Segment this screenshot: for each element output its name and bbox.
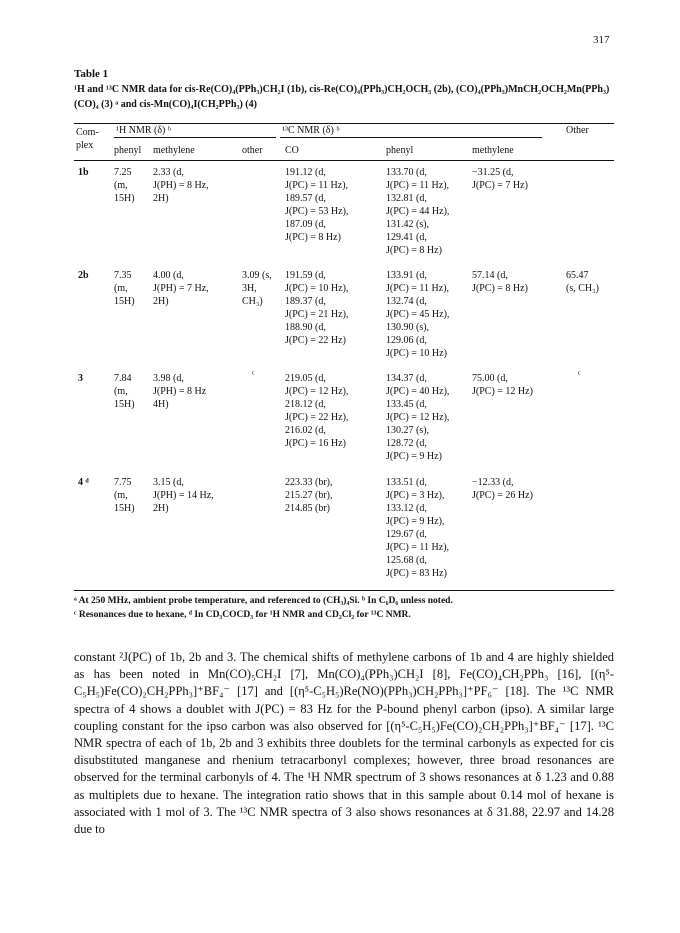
c-co-cell: 191.12 (d, J(PC) = 11 Hz), 189.57 (d, J(PC) = 53 Hz), 187.09 (d, J(PC) = 8 Hz) bbox=[285, 167, 349, 243]
h-phenyl-cell: 7.35 (m, 15H) bbox=[114, 270, 135, 307]
row-label: 3 bbox=[78, 373, 83, 384]
c-co-cell: 191.59 (d, J(PC) = 10 Hz), 189.37 (d, J(PC) = 21 Hz), 188.90 (d, J(PC) = 22 Hz) bbox=[285, 270, 349, 346]
c-nmr-subrule bbox=[280, 137, 542, 138]
c-methylene-cell: −31.25 (d, J(PC) = 7 Hz) bbox=[472, 167, 528, 191]
c-methylene-cell: −12.33 (d, J(PC) = 26 Hz) bbox=[472, 477, 533, 501]
h-other-cell: 3.09 (s, 3H, CH₃) bbox=[242, 270, 272, 307]
h-nmr-subrule bbox=[114, 137, 276, 138]
row-label: 4 ᵈ bbox=[78, 477, 89, 488]
h-phenyl-cell: 7.75 (m, 15H) bbox=[114, 477, 135, 514]
table-footnote: ᶜ Resonances due to hexane, ᵈ In CD₃COCD₃ for ¹H NMR and CD₂Cl₂ for ¹³C NMR. bbox=[74, 610, 411, 620]
table-footnote: ᵃ At 250 MHz, ambient probe temperature, and referenced to (CH₃)₄Si. ᵇ In C₆D₆ unless noted. bbox=[74, 596, 453, 606]
table-caption: ¹H and ¹³C NMR data for cis-Re(CO)₄(PPh₃)CH₂I (1b), cis-Re(CO)₄(PPh₃)CH₂OCH₃ (2b), (CO)₄(PPh₃)MnCH₂OCH₂Mn(PPh₃)(CO)₄ (3) ᵃ and cis-Mn(CO)₄I(CH₂PPh₃) (4) bbox=[74, 84, 610, 110]
header-h-nmr: ¹H NMR (δ) ᵇ bbox=[116, 125, 171, 136]
header-h-methylene: methylene bbox=[153, 145, 195, 156]
c-methylene-cell: 75.00 (d, J(PC) = 12 Hz) bbox=[472, 373, 533, 397]
table-header-rule bbox=[74, 160, 614, 161]
header-h-phenyl: phenyl bbox=[114, 145, 142, 156]
h-methylene-cell: 3.15 (d, J(PH) = 14 Hz, 2H) bbox=[153, 477, 214, 514]
table-label: Table 1 bbox=[74, 68, 109, 80]
c-co-cell: 223.33 (br), 215.27 (br), 214.85 (br) bbox=[285, 477, 333, 514]
c-co-cell: 219.05 (d, J(PC) = 12 Hz), 218.12 (d, J(PC) = 22 Hz), 216.02 (d, J(PC) = 16 Hz) bbox=[285, 373, 349, 449]
h-methylene-cell: 2.33 (d, J(PH) = 8 Hz, 2H) bbox=[153, 167, 209, 204]
page-number: 317 bbox=[593, 34, 610, 46]
c-phenyl-cell: 134.37 (d, J(PC) = 40 Hz), 133.45 (d, J(PC) = 12 Hz), 130.27 (s), 128.72 (d, J(PC) = 9 Hz) bbox=[386, 373, 450, 462]
other-cell: ᶜ bbox=[578, 369, 581, 380]
header-c-nmr: ¹³C NMR (δ) ᵇ bbox=[282, 125, 340, 136]
other-cell: 65.47 (s, CH₃) bbox=[566, 270, 599, 294]
c-phenyl-cell: 133.51 (d, J(PC) = 3 Hz), 133.12 (d, J(PC) = 9 Hz), 129.67 (d, J(PC) = 11 Hz), 125.68 (d, J(PC) = 83 Hz) bbox=[386, 477, 450, 579]
table-bottom-rule bbox=[74, 590, 614, 591]
header-complex: Com- plex bbox=[76, 127, 99, 151]
header-c-methylene: methylene bbox=[472, 145, 514, 156]
header-other: Other bbox=[566, 125, 589, 136]
body-text bbox=[74, 649, 614, 838]
h-methylene-cell: 3.98 (d, J(PH) = 8 Hz 4H) bbox=[153, 373, 207, 410]
c-phenyl-cell: 133.70 (d, J(PC) = 11 Hz), 132.81 (d, J(PC) = 44 Hz), 131.42 (s), 129.41 (d, J(PC) = 8 Hz) bbox=[386, 167, 450, 256]
h-phenyl-cell: 7.25 (m, 15H) bbox=[114, 167, 135, 204]
header-c-phenyl: phenyl bbox=[386, 145, 414, 156]
c-phenyl-cell: 133.91 (d, J(PC) = 11 Hz), 132.74 (d, J(PC) = 45 Hz), 130.90 (s), 129.06 (d, J(PC) = 10 Hz) bbox=[386, 270, 450, 359]
h-methylene-cell: 4.00 (d, J(PH) = 7 Hz, 2H) bbox=[153, 270, 209, 307]
row-label: 2b bbox=[78, 270, 89, 281]
c-methylene-cell: 57.14 (d, J(PC) = 8 Hz) bbox=[472, 270, 528, 294]
body-paragraph: constant ²J(PC) of 1b, 2b and 3. The chemical shifts of methylene carbons of 1b and 4 are highly shielded as has been noted in Mn(CO)₅CH₂I [7], Mn(CO)₄(PPh₃)CH₂I [8], Fe(CO)₄CH₂PPh₃ [16], [(η⁵-C₅H₅)Fe(CO)₂CH₂PPh₃]⁺BF₄⁻ [17] and [(η⁵-C₅H₅)Re(NO)(PPh₃)CH₂PPh₃]⁺PF₆⁻ [18]. The ¹³C NMR spectra of 4 shows a doublet with J(PC) = 83 Hz for the P-bound phenyl carbon (ipso). A similar large coupling constant for the ipso carbon was also observed for [(η⁵-C₅H₅)Fe(CO)₂CH₂PPh₃]⁺BF₄⁻ [17]. ¹³C NMR spectra of each of 1b, 2b and 3 exhibits three doublets for the terminal carbonyls as expected for cis disubstituted manganese and rhenium tetracarbonyl complexes; however, three broad resonances are observed for the terminal carbonyls of 4. The ¹H NMR spectrum of 3 shows resonances at δ 1.23 and 0.88 as multiplets due to hexane. The integration ratio shows that in this sample about 0.14 mol of hexane is associated with 1 mol of 3. The ¹³C NMR spectra of 3 also shows resonances at δ 31.88, 22.97 and 14.28 due to bbox=[74, 650, 614, 837]
row-label: 1b bbox=[78, 167, 89, 178]
table-top-rule bbox=[74, 123, 614, 124]
header-h-other: other bbox=[242, 145, 263, 156]
header-c-co: CO bbox=[285, 145, 299, 156]
h-phenyl-cell: 7.84 (m, 15H) bbox=[114, 373, 135, 410]
h-other-cell: ᶜ bbox=[252, 369, 255, 380]
